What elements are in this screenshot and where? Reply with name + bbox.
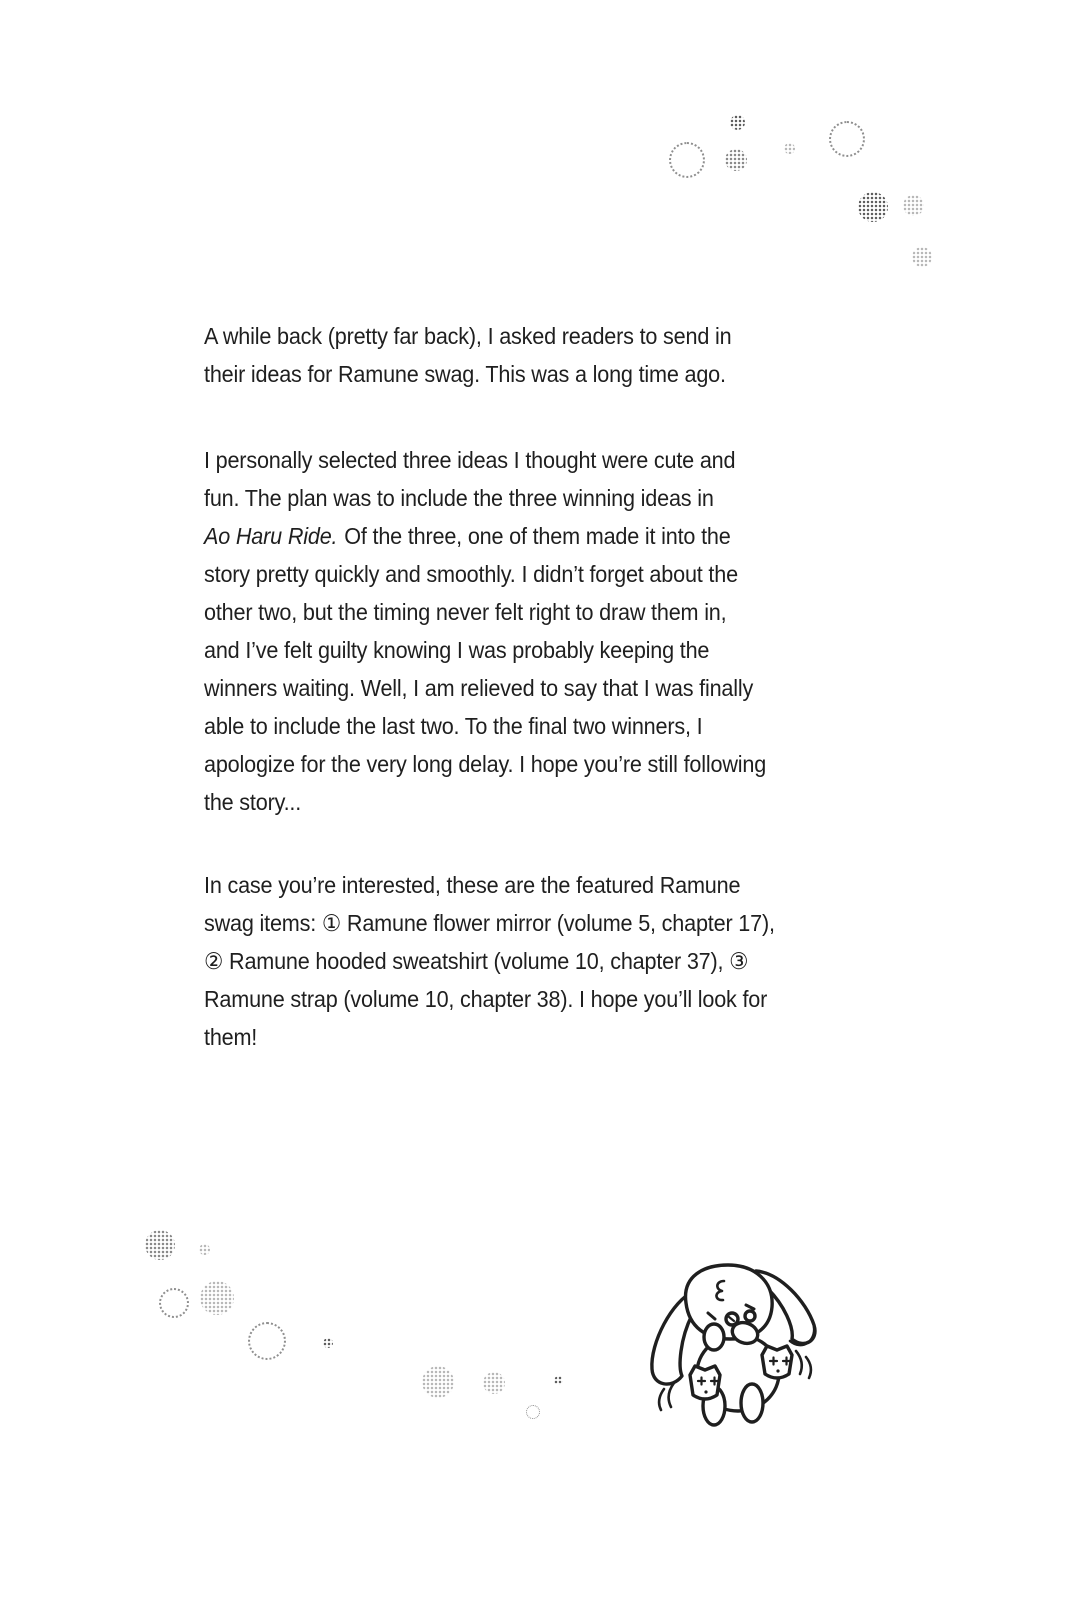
soda-bubble-icon <box>200 1281 234 1315</box>
text-line-rest: Of the three, one of them made it into the <box>344 523 731 549</box>
soda-bubble-icon <box>858 192 888 222</box>
text-line: able to include the last two. To the final two winners, I <box>204 713 703 739</box>
text-line: apologize for the very long delay. I hope you’re still following <box>204 751 767 777</box>
soda-bubble-icon <box>422 1366 454 1398</box>
text-line: swag items: ① Ramune flower mirror (volume 5, chapter 17), <box>204 910 775 936</box>
text-line: the story... <box>204 789 302 815</box>
paragraph-2 <box>204 441 775 821</box>
soda-bubble-icon <box>483 1372 505 1394</box>
soda-bubble-outline-icon <box>248 1322 286 1360</box>
text-line: other two, but the timing never felt right to draw them in, <box>204 599 727 625</box>
text-line: winners waiting. Well, I am relieved to say that I was finally <box>204 675 754 701</box>
soda-bubble-icon <box>323 1338 333 1348</box>
soda-bubble-icon <box>912 247 932 267</box>
soda-bubble-icon <box>199 1244 210 1255</box>
afterword-text <box>204 317 775 1056</box>
series-title: Ao Haru Ride. <box>204 523 338 549</box>
soda-bubble-icon <box>554 1376 563 1385</box>
text-line: them! <box>204 1024 258 1050</box>
soda-bubble-icon <box>145 1230 175 1260</box>
text-line: ② Ramune hooded sweatshirt (volume 10, chapter 37), ③ <box>204 948 749 974</box>
text-line: A while back (pretty far back), I asked readers to send in <box>204 323 732 349</box>
soda-bubble-icon <box>903 195 924 216</box>
paragraph-3 <box>204 866 775 1056</box>
soda-bubble-outline-icon <box>829 121 865 157</box>
soda-bubble-outline-icon <box>669 142 705 178</box>
ramune-dog-mascot-icon <box>628 1243 828 1438</box>
text-line: I personally selected three ideas I thought were cute and <box>204 447 736 473</box>
soda-bubble-icon <box>730 115 745 130</box>
soda-bubble-icon <box>784 143 795 154</box>
text-line: In case you’re interested, these are the featured Ramune <box>204 872 741 898</box>
soda-bubble-icon <box>725 149 747 171</box>
text-line: Ramune strap (volume 10, chapter 38). I hope you’ll look for <box>204 986 768 1012</box>
paragraph-1 <box>204 317 775 393</box>
text-line <box>204 517 775 555</box>
text-line: story pretty quickly and smoothly. I didn’t forget about the <box>204 561 738 587</box>
text-line: fun. The plan was to include the three winning ideas in <box>204 485 714 511</box>
text-line: their ideas for Ramune swag. This was a long time ago. <box>204 361 726 387</box>
text-line: and I’ve felt guilty knowing I was probably keeping the <box>204 637 710 663</box>
soda-bubble-outline-icon <box>159 1288 189 1318</box>
soda-bubble-outline-icon <box>526 1405 540 1419</box>
